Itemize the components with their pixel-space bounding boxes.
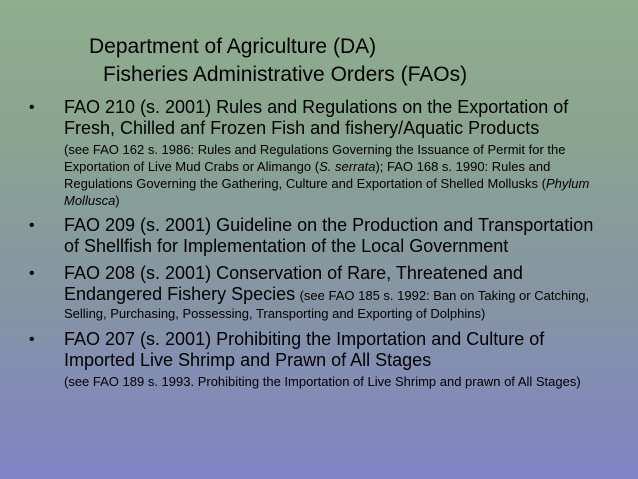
bullet-fao-207 (29, 329, 611, 390)
bullet-list (29, 97, 611, 396)
title-line-2: Fisheries Administrative Orders (FAOs) (103, 63, 468, 86)
fao-208-title: FAO 208 (s. 2001) Conservation of Rare, Threatened and Endangered Fishery Species (64, 263, 523, 304)
bullet-marker: • (29, 99, 35, 116)
bullet-fao-210 (29, 97, 611, 209)
fao-210-detail-middle: ); FAO 168 s. 1990: Rules and Regulations Governing the Gathering, Culture and Exportation of Shelled Mollusks ( (64, 159, 551, 191)
fao-210-phylum-italic: Phylum Mollusca (64, 176, 590, 208)
fao-210-species-italic: S. serrata (319, 159, 376, 174)
fao-207-detail: (see FAO 189 s. 1993. Prohibiting the Importation of Live Shrimp and prawn of All Stages) (64, 374, 581, 389)
fao-210-detail-suffix: ) (115, 193, 120, 208)
fao-207-title: FAO 207 (s. 2001) Prohibiting the Importation and Culture of Imported Live Shrimp and Prawn of All Stages (64, 329, 545, 370)
fao-209-title: FAO 209 (s. 2001) Guideline on the Production and Transportation of Shellfish for Implementation of the Local Government (64, 215, 594, 256)
bullet-fao-208 (29, 263, 611, 323)
fao-210-title: FAO 210 (s. 2001) Rules and Regulations on the Exportation of Fresh, Chilled anf Frozen Fish and fishery/Aquatic Products (64, 97, 569, 138)
title-line-1: Department of Agriculture (DA) (89, 35, 377, 58)
bullet-marker: • (29, 217, 35, 234)
fao-208-detail: (see FAO 185 s. 1992: Ban on Taking or Catching, Selling, Purchasing, Possessing, Transporting and Exporting of Dolphins) (64, 288, 590, 321)
bullet-marker: • (29, 265, 35, 282)
bullet-fao-209 (29, 215, 611, 257)
fao-210-detail (64, 141, 611, 209)
bullet-marker: • (29, 331, 35, 348)
fao-210-detail-prefix: (see FAO 162 s. 1986: Rules and Regulations Governing the Issuance of Permit for the Exportation of Live Mud Crabs or Alimango ( (64, 142, 566, 174)
slide-title (0, 33, 638, 89)
